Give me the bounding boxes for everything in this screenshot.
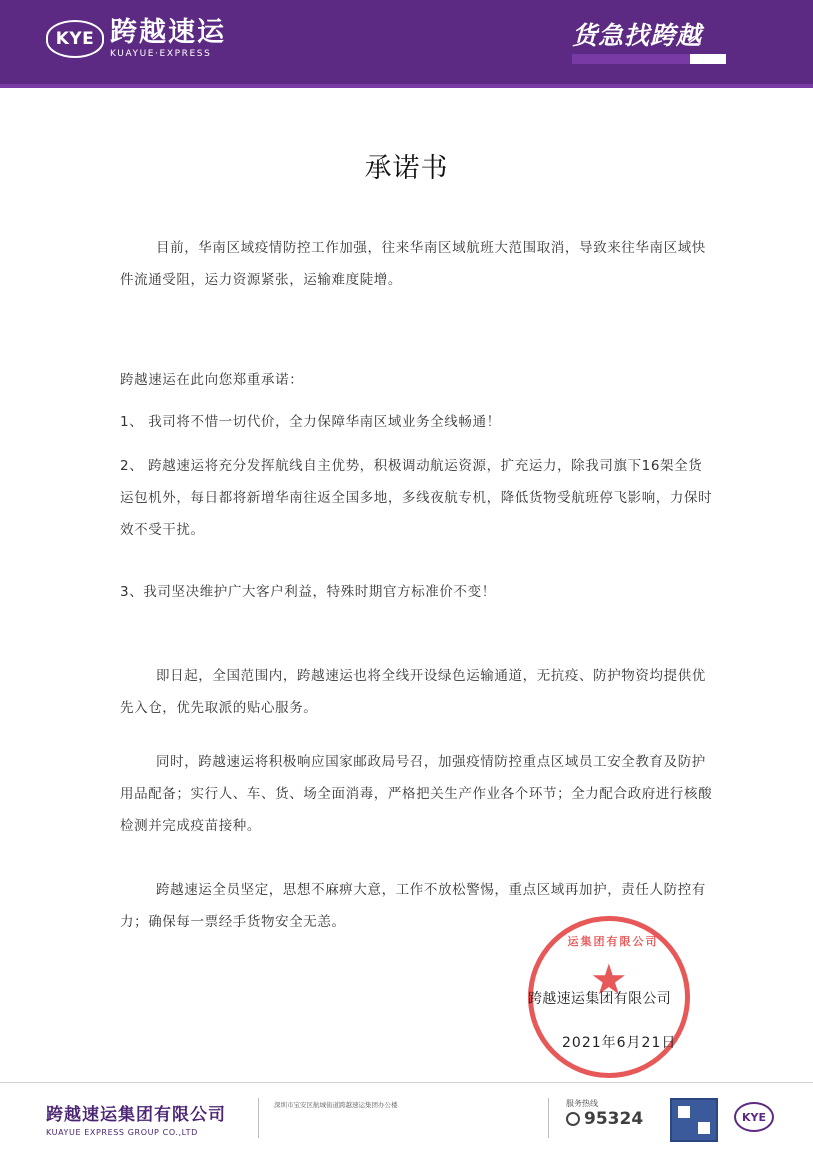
- paragraph-intro: 目前，华南区域疫情防控工作加强，往来华南区域航班大范围取消，导致来往华南区域快件流通受阻，运力资源紧张，运输难度陡增。: [120, 240, 706, 288]
- signature-date: 2021年6月21日: [562, 1035, 677, 1051]
- kye-badge: KYE: [46, 20, 104, 58]
- paragraph-promise-1: 1、 我司将不惜一切代价，全力保障华南区域业务全线畅通！: [120, 414, 501, 430]
- signature-company: 跨越速运集团有限公司: [528, 991, 671, 1007]
- footer-company: [46, 1100, 226, 1137]
- paragraph-promise-lead: 跨越速运在此向您郑重承诺：: [120, 372, 304, 388]
- footer-kye-logo: KYE: [734, 1102, 774, 1132]
- seal-star-icon: ★: [590, 955, 628, 1004]
- footer-hotline: [566, 1098, 643, 1129]
- document-title: 承诺书: [364, 153, 449, 184]
- footer-separator: [258, 1098, 259, 1138]
- company-logo: [46, 18, 226, 60]
- footer-address: 深圳市宝安区航城街道跨越速运集团办公楼: [274, 1101, 398, 1109]
- footer-divider: [0, 1082, 813, 1083]
- qr-code-icon: [670, 1098, 718, 1142]
- paragraph-promise-2: 2、 跨越速运将充分发挥航线自主优势，积极调动航运资源，扩充运力，除我司旗下16架全货运包机外，每日都将新增华南往返全国多地，多线夜航专机，降低货物受航班停飞影响，力保时效不受干扰。: [120, 458, 713, 538]
- phone-icon: [566, 1112, 580, 1126]
- footer-separator: [548, 1098, 549, 1138]
- paragraph-epidemic-control: 同时，跨越速运将积极响应国家邮政局号召，加强疫情防控重点区域员工安全教育及防护用品配备；实行人、车、货、场全面消毒，严格把关生产作业各个环节；全力配合政府进行核酸检测并完成疫苗接种。: [120, 754, 713, 834]
- paragraph-green-channel: 即日起，全国范围内，跨越速运也将全线开设绿色运输通道，无抗疫、防护物资均提供优先入仓，优先取派的贴心服务。: [120, 668, 706, 716]
- page-header: [0, 0, 813, 88]
- seal-text: 运集团有限公司: [567, 935, 659, 948]
- footer-company-cn: 跨越速运集团有限公司: [46, 1105, 226, 1125]
- slogan-underline: [572, 54, 726, 64]
- paragraph-promise-3: 3、我司坚决维护广大客户利益，特殊时期官方标准价不变！: [120, 584, 496, 600]
- logo-cn: 跨越速运: [110, 17, 226, 48]
- paragraph-commitment: 跨越速运全员坚定，思想不麻痹大意，工作不放松警惕，重点区域再加护，责任人防控有力；确保每一票经手货物安全无恙。: [120, 882, 706, 930]
- slogan: 货急找跨越: [572, 21, 703, 50]
- footer-company-en: KUAYUE EXPRESS GROUP CO.,LTD: [46, 1128, 198, 1137]
- logo-en: KUAYUE·EXPRESS: [110, 49, 212, 59]
- hotline-label: 服务热线: [566, 1099, 598, 1108]
- hotline-number: 95324: [584, 1109, 644, 1129]
